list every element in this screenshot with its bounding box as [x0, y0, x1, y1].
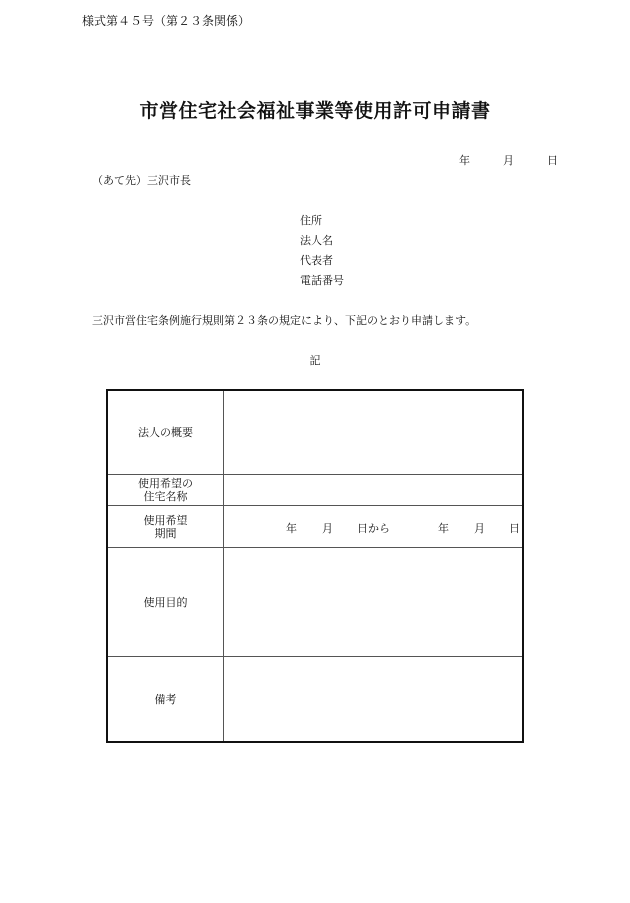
row-label-usage-purpose	[108, 548, 224, 656]
applicant-address-label: 住所	[300, 214, 322, 227]
corporation-overview-field[interactable]	[224, 391, 522, 474]
table-row	[108, 391, 522, 475]
application-date	[459, 152, 558, 168]
page-title: 市営住宅社会福祉事業等使用許可申請書	[139, 100, 491, 122]
form-number: 様式第４５号（第２３条関係）	[82, 14, 251, 28]
label-line: 使用希望	[143, 513, 188, 527]
label-line: 住宅名称	[143, 490, 188, 503]
applicant-corporation-label: 法人名	[300, 234, 333, 247]
addressee: （あて先）三沢市長	[92, 174, 191, 187]
application-form-table	[106, 389, 524, 743]
table-row	[108, 548, 522, 657]
label-line: 法人の概要	[138, 426, 193, 439]
period-start-day: 日から	[357, 522, 390, 535]
date-month-label: 月	[503, 154, 514, 167]
period-start-month: 月	[322, 522, 333, 535]
period-end-year: 年	[438, 522, 449, 535]
table-row	[108, 475, 522, 506]
period-end-month: 月	[474, 522, 485, 535]
row-label-remarks	[108, 657, 224, 741]
usage-purpose-field[interactable]	[224, 548, 522, 656]
label-line: 期間	[154, 526, 177, 540]
period-start-year: 年	[286, 522, 297, 535]
label-line: 使用希望の	[138, 477, 193, 490]
applicant-phone-label: 電話番号	[300, 274, 344, 287]
label-line: 備考	[154, 692, 177, 706]
row-label-housing-name	[108, 475, 224, 505]
application-statement: 三沢市営住宅条例施行規則第２３条の規定により、下記のとおり申請します。	[92, 314, 477, 327]
row-label-corporation-overview	[108, 391, 224, 474]
applicant-representative-label: 代表者	[300, 254, 333, 267]
ki-heading: 記	[309, 354, 321, 367]
row-label-usage-period	[108, 506, 224, 547]
date-day-label: 日	[547, 154, 558, 167]
usage-period-field[interactable]	[224, 506, 522, 547]
table-row	[108, 506, 522, 548]
remarks-field[interactable]	[224, 657, 522, 741]
table-row	[108, 657, 522, 741]
label-line: 使用目的	[143, 595, 188, 609]
period-end-day: 日	[509, 522, 520, 535]
housing-name-field[interactable]	[224, 475, 522, 505]
date-year-label: 年	[459, 154, 470, 167]
